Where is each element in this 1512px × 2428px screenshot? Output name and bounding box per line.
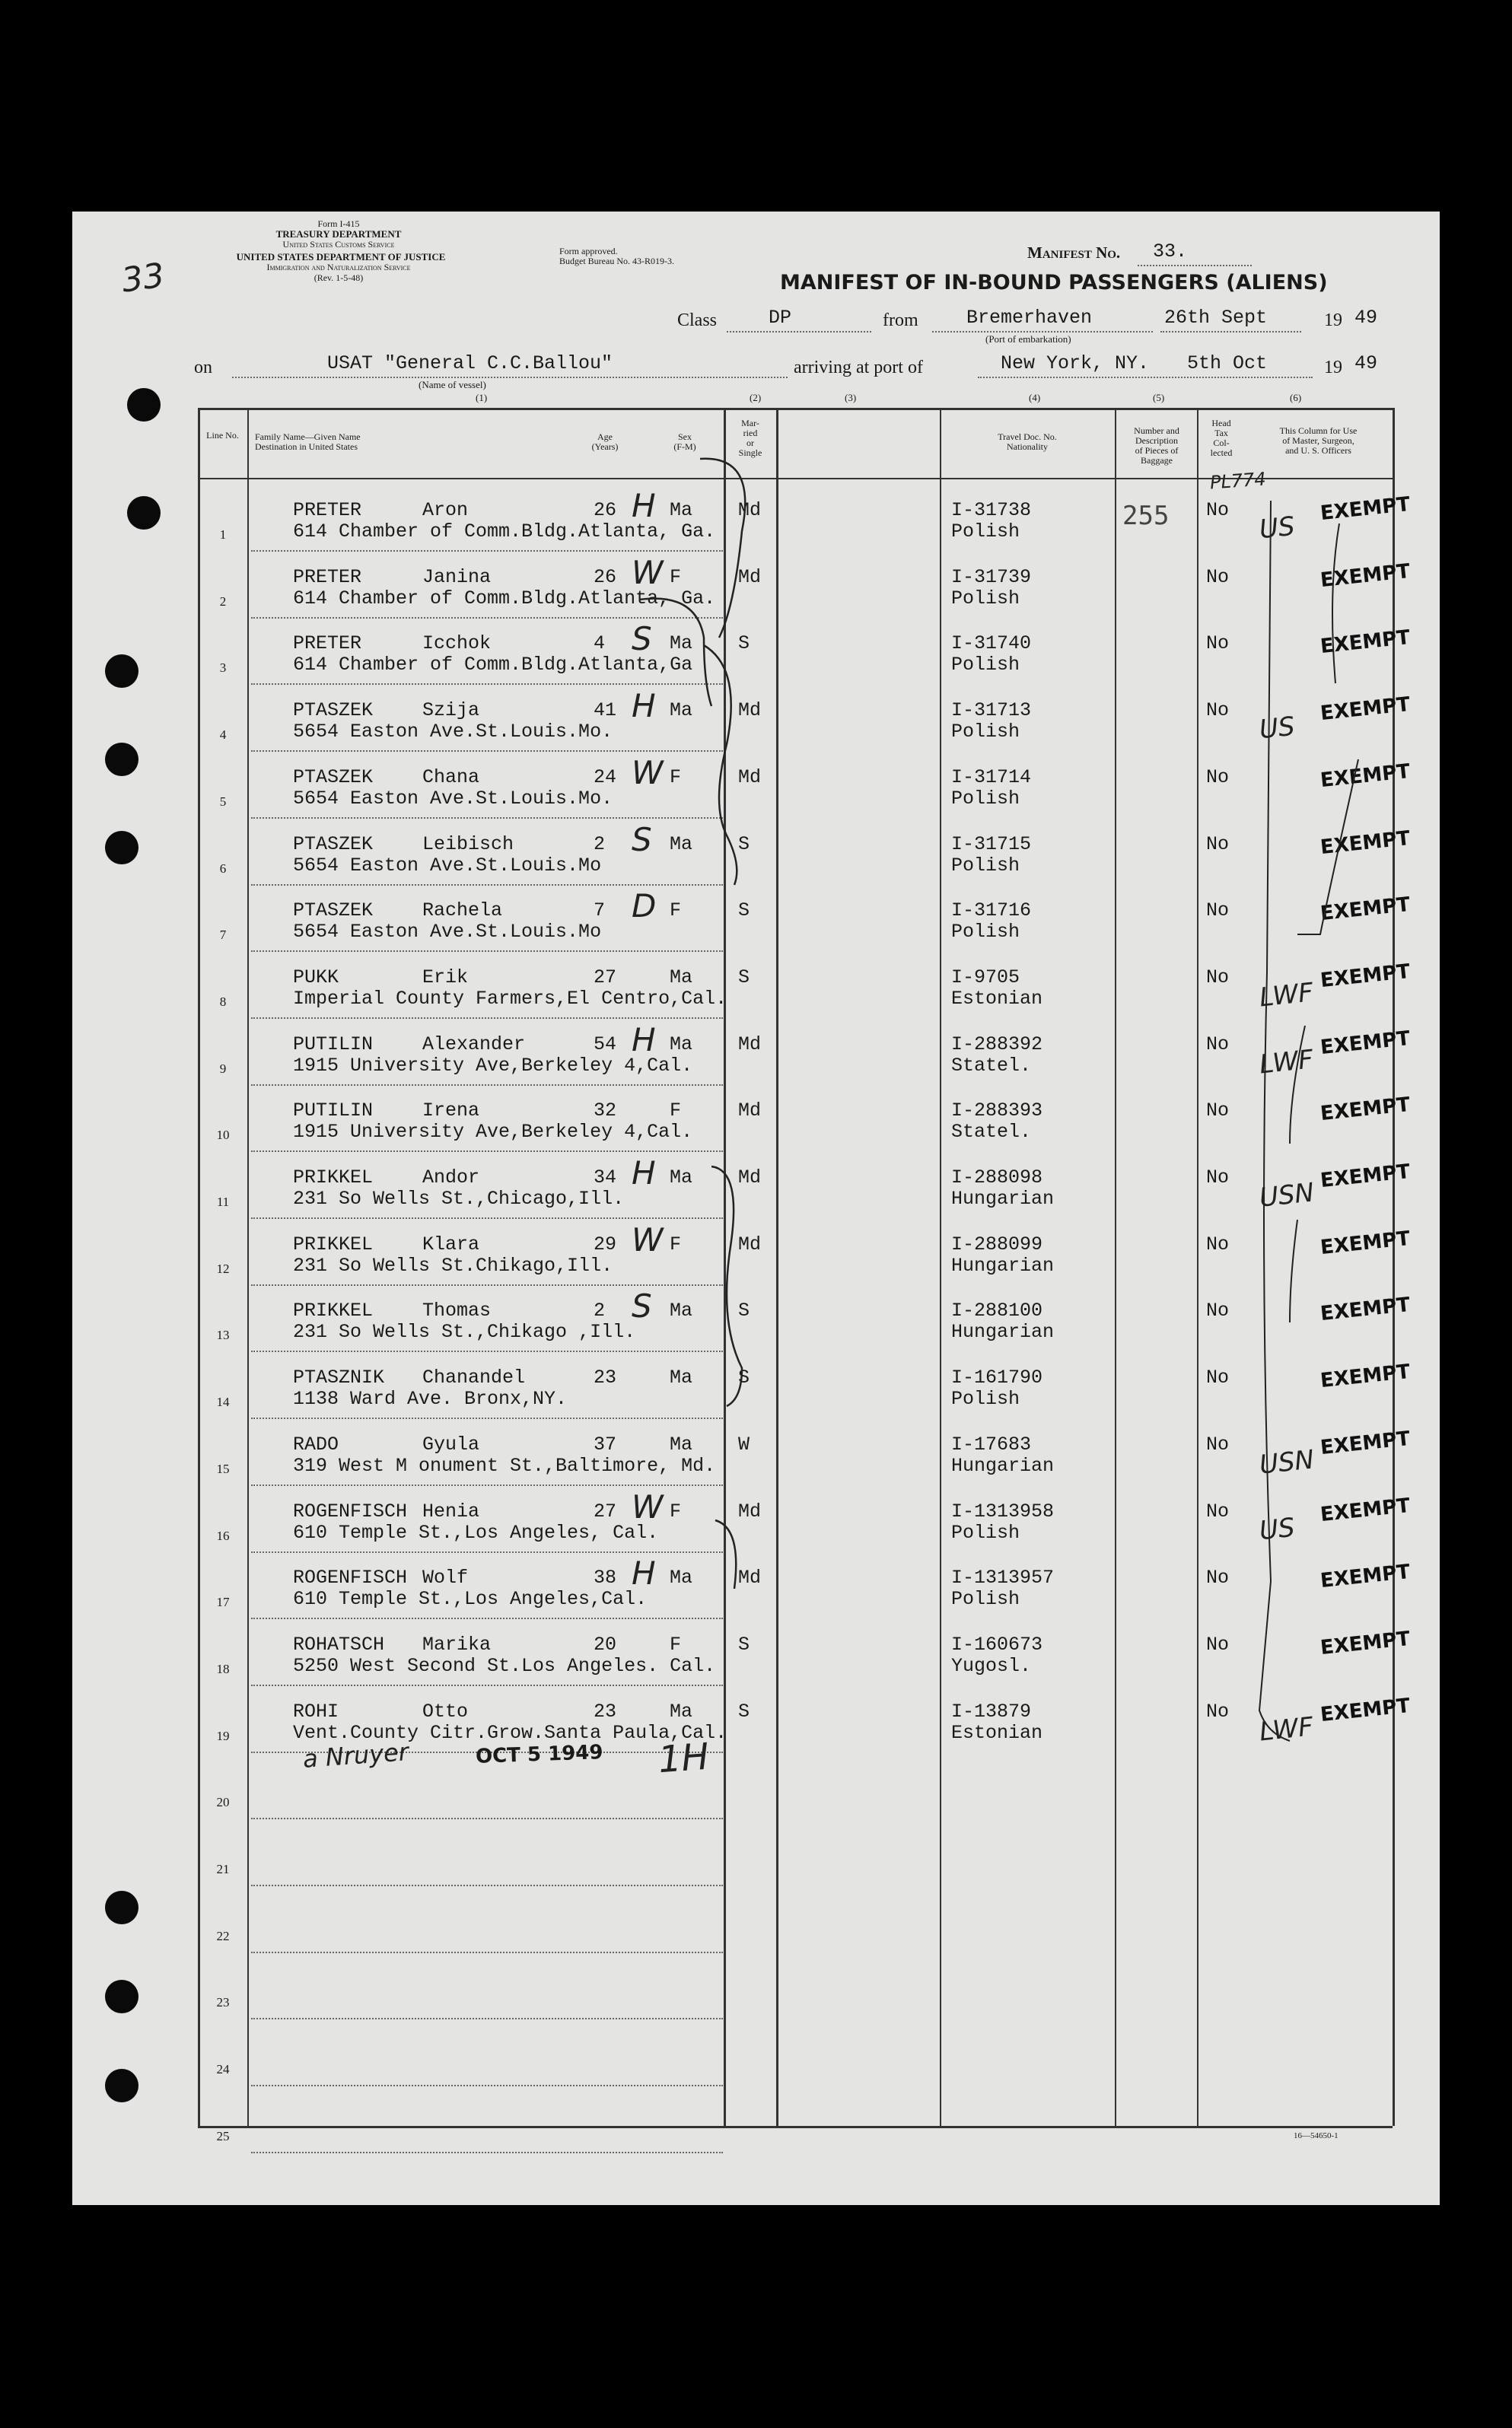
embark-year-prefix: 19 <box>1324 310 1342 330</box>
travel-doc-no: I-31713 <box>951 699 1032 722</box>
line-number: 21 <box>216 1862 230 1876</box>
binder-hole <box>105 743 138 776</box>
line-number: 13 <box>216 1328 230 1343</box>
exempt-stamp: EXEMPT <box>1319 759 1412 792</box>
head-tax: No <box>1206 565 1230 588</box>
marital-status: Md <box>738 499 762 521</box>
exempt-stamp: EXEMPT <box>1319 1561 1412 1593</box>
sex: Ma <box>670 1367 693 1389</box>
given-name: Otto <box>422 1700 469 1723</box>
nationality: Hungarian <box>951 1254 1055 1277</box>
treasury-dept: TREASURY DEPARTMENT <box>275 228 402 240</box>
head-tax: No <box>1206 1033 1230 1055</box>
handwritten-mark: S <box>632 620 652 658</box>
destination: 1138 Ward Ave. Bronx,NY. <box>293 1388 568 1411</box>
exempt-stamp: EXEMPT <box>1319 559 1412 592</box>
sex: Ma <box>670 966 693 988</box>
destination: 614 Chamber of Comm.Bldg.Atlanta, Ga. <box>293 587 716 609</box>
nationality: Polish <box>951 1521 1020 1544</box>
ins-label: Immigration and Naturalization Service <box>266 262 411 272</box>
col-married: Mar- ried or Single <box>738 418 762 458</box>
nationality: Polish <box>951 587 1020 609</box>
marital-status: W <box>738 1433 750 1456</box>
footer-code: 16—54650-1 <box>1294 2131 1339 2140</box>
sex: Ma <box>670 1567 693 1589</box>
sex: Ma <box>670 499 693 521</box>
marital-status: Md <box>738 1033 762 1055</box>
marital-status: Md <box>738 1567 762 1589</box>
head-tax: No <box>1206 1433 1230 1456</box>
col-officers: This Column for Use of Master, Surgeon, and U. S. Officers <box>1279 425 1358 456</box>
destination: 610 Temple St.,Los Angeles, Cal. <box>293 1521 659 1544</box>
age: 54 <box>594 1033 617 1055</box>
travel-doc-no: I-161790 <box>951 1367 1043 1389</box>
sex: F <box>670 1233 682 1255</box>
travel-doc-no: I-31715 <box>951 832 1032 855</box>
marital-status: Md <box>738 565 762 588</box>
given-name: Gyula <box>422 1433 480 1456</box>
nationality: Polish <box>951 520 1020 543</box>
binder-hole <box>105 1980 138 2013</box>
nationality: Polish <box>951 854 1020 877</box>
nationality: Hungarian <box>951 1188 1055 1210</box>
exempt-stamp: EXEMPT <box>1319 1093 1412 1126</box>
sex: Ma <box>670 632 693 655</box>
nationality: Estonian <box>951 1721 1043 1744</box>
given-name: Erik <box>422 966 469 988</box>
arrival-date: 5th Oct <box>1187 352 1268 374</box>
budget-bureau: Budget Bureau No. 43-R019-3. <box>559 256 674 266</box>
head-tax: No <box>1206 1567 1230 1589</box>
embark-note: (Port of embarkation) <box>985 333 1071 345</box>
exempt-stamp: EXEMPT <box>1319 1427 1412 1459</box>
from-label: from <box>883 310 918 330</box>
date-stamp: OCT 5 1949 <box>475 1741 603 1768</box>
travel-doc-no: I-9705 <box>951 966 1020 988</box>
nationality: Polish <box>951 1388 1020 1411</box>
age: 26 <box>594 499 617 521</box>
destination: 1915 University Ave,Berkeley 4,Cal. <box>293 1054 693 1077</box>
officer-note: US <box>1258 1512 1297 1546</box>
marital-status: S <box>738 1700 750 1723</box>
column-number-3: (3) <box>845 392 857 403</box>
exempt-stamp: EXEMPT <box>1319 959 1412 992</box>
family-name: ROGENFISCH <box>293 1500 408 1523</box>
class-label: Class <box>677 310 718 330</box>
nationality: Polish <box>951 654 1020 676</box>
head-tax: No <box>1206 1367 1230 1389</box>
marital-status: Md <box>738 1099 762 1122</box>
family-name: PRETER <box>293 499 362 521</box>
col-name-destination: Family Name—Given Name Destination in United States <box>255 431 361 452</box>
sex: F <box>670 565 682 588</box>
nationality: Polish <box>951 787 1020 810</box>
exempt-stamp: EXEMPT <box>1319 1494 1412 1526</box>
exempt-stamp: EXEMPT <box>1319 1160 1412 1193</box>
destination: 5654 Easton Ave.St.Louis.Mo. <box>293 721 613 743</box>
handwritten-mark: H <box>632 1020 656 1058</box>
given-name: Irena <box>422 1099 480 1122</box>
family-name: PRIKKEL <box>293 1166 374 1189</box>
travel-doc-no: I-288393 <box>951 1099 1043 1122</box>
line-number: 5 <box>219 794 227 809</box>
arrival-port: New York, NY. <box>1001 352 1150 374</box>
marital-status: Md <box>738 699 762 722</box>
head-tax: No <box>1206 699 1230 722</box>
family-name: ROHI <box>293 1700 339 1723</box>
age: 2 <box>594 1300 606 1322</box>
col-baggage: Number and Description of Pieces of Baggage <box>1134 425 1179 466</box>
col-head-tax: Head Tax Col- lected <box>1210 418 1233 458</box>
sex: F <box>670 765 682 788</box>
exempt-stamp: EXEMPT <box>1319 1227 1412 1259</box>
marital-status: S <box>738 899 750 922</box>
handwritten-mark: H <box>632 1154 656 1192</box>
nationality: Estonian <box>951 987 1043 1010</box>
family-name: PRIKKEL <box>293 1233 374 1255</box>
binder-hole <box>127 496 161 530</box>
line-number: 18 <box>216 1661 230 1676</box>
family-name: PRETER <box>293 632 362 655</box>
travel-doc-no: I-31714 <box>951 765 1032 788</box>
head-tax: No <box>1206 499 1230 521</box>
destination: 319 West M onument St.,Baltimore, Md. <box>293 1454 716 1477</box>
manifest-page <box>72 212 1440 2205</box>
family-name: PRETER <box>293 565 362 588</box>
embark-year: 49 <box>1354 307 1378 329</box>
head-tax: No <box>1206 765 1230 788</box>
age: 20 <box>594 1633 617 1656</box>
sex: Ma <box>670 1300 693 1322</box>
family-name: PUTILIN <box>293 1099 374 1122</box>
embarkation-port: Bremerhaven <box>966 307 1093 329</box>
nationality: Statel. <box>951 1121 1032 1144</box>
sex: F <box>670 1099 682 1122</box>
line-number: 6 <box>219 861 227 876</box>
binder-hole <box>105 654 138 688</box>
customs-service: United States Customs Service <box>282 239 395 250</box>
officer-note: USN <box>1258 1444 1316 1481</box>
binder-hole <box>127 388 161 422</box>
sex: Ma <box>670 1700 693 1723</box>
age: 27 <box>594 966 617 988</box>
line-number: 22 <box>216 1928 230 1943</box>
given-name: Henia <box>422 1500 480 1523</box>
nationality: Polish <box>951 921 1020 944</box>
given-name: Wolf <box>422 1567 469 1589</box>
embark-date: 26th Sept <box>1164 307 1268 329</box>
line-number: 7 <box>219 928 227 943</box>
age: 4 <box>594 632 606 655</box>
handwritten-mark: W <box>632 753 664 791</box>
exempt-stamp: EXEMPT <box>1319 1694 1412 1726</box>
age: 41 <box>594 699 617 722</box>
travel-doc-no: I-288100 <box>951 1300 1043 1322</box>
signature: a Nruyer <box>301 1737 410 1774</box>
nationality: Polish <box>951 1588 1020 1611</box>
line-number: 10 <box>216 1128 230 1143</box>
handwritten-mark: D <box>632 887 657 925</box>
exempt-stamp: EXEMPT <box>1319 626 1412 659</box>
manifest-label: Manifest No. <box>1027 243 1121 262</box>
sex: Ma <box>670 832 693 855</box>
marital-status: S <box>738 1300 750 1322</box>
family-name: ROHATSCH <box>293 1633 385 1656</box>
given-name: Janina <box>422 565 492 588</box>
family-name: PTASZEK <box>293 832 374 855</box>
destination: Vent.County Citr.Grow.Santa Paula,Cal. <box>293 1721 727 1744</box>
col-sex: Sex (F-M) <box>673 431 696 452</box>
manifest-number: 33. <box>1153 240 1188 263</box>
arrival-year-prefix: 19 <box>1324 358 1342 377</box>
line-number: 16 <box>216 1528 230 1543</box>
marital-status: S <box>738 832 750 855</box>
col-age: Age (Years) <box>591 431 619 452</box>
handwritten-mark: H <box>632 487 656 524</box>
handwritten-mark: H <box>632 1554 656 1593</box>
exempt-stamp: EXEMPT <box>1319 1627 1412 1660</box>
travel-doc-no: I-31716 <box>951 899 1032 922</box>
travel-doc-no: I-1313957 <box>951 1567 1055 1589</box>
column-number-4: (4) <box>1029 392 1041 403</box>
sex: Ma <box>670 1033 693 1055</box>
column-number-5: (5) <box>1153 392 1165 403</box>
head-tax: No <box>1206 1300 1230 1322</box>
destination: 5654 Easton Ave.St.Louis.Mo <box>293 921 602 944</box>
head-tax: No <box>1206 632 1230 655</box>
line-number: 3 <box>219 660 227 676</box>
travel-doc-no: I-160673 <box>951 1633 1043 1656</box>
tally-mark: 1H <box>657 1735 711 1782</box>
nationality: Yugosl. <box>951 1654 1032 1677</box>
age: 7 <box>594 899 606 922</box>
given-name: Chanandel <box>422 1367 526 1389</box>
age: 34 <box>594 1166 617 1189</box>
sex: Ma <box>670 699 693 722</box>
line-number: 23 <box>216 1995 230 2010</box>
family-name: PTASZEK <box>293 899 374 922</box>
head-tax: No <box>1206 832 1230 855</box>
binder-hole <box>105 1891 138 1924</box>
handwritten-mark: S <box>632 820 652 858</box>
travel-doc-no: I-288392 <box>951 1033 1043 1055</box>
line-number: 1 <box>219 527 227 542</box>
travel-doc-no: I-31740 <box>951 632 1032 655</box>
officer-note: USN <box>1258 1177 1316 1214</box>
destination: 231 So Wells St.,Chicago,Ill. <box>293 1188 625 1210</box>
age: 2 <box>594 832 606 855</box>
marital-status: Md <box>738 1166 762 1189</box>
given-name: Icchok <box>422 632 492 655</box>
justice-dept: UNITED STATES DEPARTMENT OF JUSTICE <box>236 251 446 263</box>
vessel-name: USAT "General C.C.Ballou" <box>327 352 613 374</box>
family-name: PUKK <box>293 966 339 988</box>
line-number: 14 <box>216 1395 230 1410</box>
age: 37 <box>594 1433 617 1456</box>
given-name: Marika <box>422 1633 492 1656</box>
given-name: Chana <box>422 765 480 788</box>
head-tax: No <box>1206 899 1230 922</box>
family-name: RADO <box>293 1433 339 1456</box>
age: 23 <box>594 1700 617 1723</box>
binder-hole <box>105 2069 138 2102</box>
handwriting-strokes <box>72 212 1440 2205</box>
form-number: Form I-415 <box>317 218 360 229</box>
sex: F <box>670 1633 682 1656</box>
officer-note: LWF <box>1258 1044 1315 1080</box>
family-name: PUTILIN <box>293 1033 374 1055</box>
baggage-count: 255 <box>1122 501 1170 531</box>
exempt-stamp: EXEMPT <box>1319 1360 1412 1393</box>
destination: 5250 West Second St.Los Angeles. Cal. <box>293 1654 716 1677</box>
binder-hole <box>105 831 138 864</box>
marital-status: S <box>738 1633 750 1656</box>
marital-status: Md <box>738 1233 762 1255</box>
revision: (Rev. 1-5-48) <box>314 272 364 283</box>
manifest-title: MANIFEST OF IN-BOUND PASSENGERS (ALIENS) <box>780 271 1328 294</box>
sex: F <box>670 1500 682 1523</box>
column-number-2: (2) <box>750 392 762 403</box>
travel-doc-no: I-13879 <box>951 1700 1032 1723</box>
tax-note: PL774 <box>1209 468 1267 494</box>
line-number: 12 <box>216 1261 230 1276</box>
handwritten-mark: H <box>632 687 656 725</box>
travel-doc-no: I-31739 <box>951 565 1032 588</box>
nationality: Hungarian <box>951 1321 1055 1344</box>
head-tax: No <box>1206 1700 1230 1723</box>
officer-note: LWF <box>1258 977 1315 1014</box>
given-name: Aron <box>422 499 469 521</box>
head-tax: No <box>1206 966 1230 988</box>
nationality: Hungarian <box>951 1454 1055 1477</box>
family-name: PTASZNIK <box>293 1367 385 1389</box>
destination: 5654 Easton Ave.St.Louis.Mo <box>293 854 602 877</box>
vessel-note: (Name of vessel) <box>419 379 486 390</box>
exempt-stamp: EXEMPT <box>1319 893 1412 926</box>
handwritten-mark: W <box>632 1488 664 1526</box>
given-name: Rachela <box>422 899 503 922</box>
travel-doc-no: I-1313958 <box>951 1500 1055 1523</box>
column-number-1: (1) <box>476 392 488 403</box>
family-name: ROGENFISCH <box>293 1567 408 1589</box>
exempt-stamp: EXEMPT <box>1319 826 1412 859</box>
age: 24 <box>594 765 617 788</box>
line-number: 20 <box>216 1795 230 1810</box>
given-name: Szija <box>422 699 480 722</box>
family-name: PTASZEK <box>293 699 374 722</box>
head-tax: No <box>1206 1633 1230 1656</box>
destination: 614 Chamber of Comm.Bldg.Atlanta, Ga. <box>293 520 716 543</box>
travel-doc-no: I-31738 <box>951 499 1032 521</box>
handwritten-mark: W <box>632 1220 664 1259</box>
destination: 1915 University Ave,Berkeley 4,Cal. <box>293 1121 693 1144</box>
age: 38 <box>594 1567 617 1589</box>
destination: 5654 Easton Ave.St.Louis.Mo. <box>293 787 613 810</box>
form-approved: Form approved. <box>559 246 618 256</box>
exempt-stamp: EXEMPT <box>1319 692 1412 726</box>
line-number: 11 <box>216 1195 230 1209</box>
head-tax: No <box>1206 1099 1230 1122</box>
travel-doc-no: I-288099 <box>951 1233 1043 1255</box>
marital-status: S <box>738 966 750 988</box>
age: 29 <box>594 1233 617 1255</box>
on-label: on <box>194 358 212 377</box>
travel-doc-no: I-288098 <box>951 1166 1043 1189</box>
line-number: 2 <box>219 593 227 609</box>
destination: 231 So Wells St.Chikago,Ill. <box>293 1254 613 1277</box>
destination: 610 Temple St.,Los Angeles,Cal. <box>293 1588 648 1611</box>
age: 23 <box>594 1367 617 1389</box>
destination: 231 So Wells St.,Chikago ,Ill. <box>293 1321 636 1344</box>
line-number: 19 <box>216 1728 230 1743</box>
officer-note: LWF <box>1258 1711 1315 1748</box>
destination: Imperial County Farmers,El Centro,Cal. <box>293 987 727 1010</box>
line-number: 4 <box>219 727 227 743</box>
age: 27 <box>594 1500 617 1523</box>
exempt-stamp: EXEMPT <box>1319 492 1412 526</box>
handwritten-mark: S <box>632 1287 652 1325</box>
family-name: PRIKKEL <box>293 1300 374 1322</box>
line-number: 15 <box>216 1461 230 1476</box>
given-name: Thomas <box>422 1300 492 1322</box>
head-tax: No <box>1206 1233 1230 1255</box>
sex: Ma <box>670 1433 693 1456</box>
column-number-6: (6) <box>1290 392 1302 403</box>
head-tax: No <box>1206 1166 1230 1189</box>
head-tax: No <box>1206 1500 1230 1523</box>
line-number: 24 <box>216 2062 230 2077</box>
family-name: PTASZEK <box>293 765 374 788</box>
line-number: 8 <box>219 994 227 1009</box>
given-name: Klara <box>422 1233 480 1255</box>
nationality: Polish <box>951 721 1020 743</box>
officer-note: US <box>1258 511 1297 546</box>
col-line-no: Line No. <box>206 430 239 441</box>
nationality: Statel. <box>951 1054 1032 1077</box>
age: 32 <box>594 1099 617 1122</box>
exempt-stamp: EXEMPT <box>1319 1294 1412 1326</box>
marital-status: S <box>738 1367 750 1389</box>
line-number: 9 <box>219 1061 227 1076</box>
given-name: Alexander <box>422 1033 526 1055</box>
corner-handwritten-number: 33 <box>119 256 167 301</box>
line-number: 17 <box>216 1595 230 1610</box>
col-travel-doc: Travel Doc. No. Nationality <box>998 431 1057 452</box>
given-name: Leibisch <box>422 832 514 855</box>
sex: F <box>670 899 682 922</box>
destination: 614 Chamber of Comm.Bldg.Atlanta,Ga <box>293 654 693 676</box>
arriving-label: arriving at port of <box>794 358 923 377</box>
handwritten-mark: W <box>632 553 664 591</box>
marital-status: Md <box>738 1500 762 1523</box>
class-value: DP <box>769 307 792 329</box>
exempt-stamp: EXEMPT <box>1319 1026 1412 1059</box>
line-number: 25 <box>216 2128 230 2143</box>
marital-status: Md <box>738 765 762 788</box>
arrival-year: 49 <box>1354 352 1378 374</box>
age: 26 <box>594 565 617 588</box>
given-name: Andor <box>422 1166 480 1189</box>
officer-note: US <box>1258 711 1297 746</box>
marital-status: S <box>738 632 750 655</box>
sex: Ma <box>670 1166 693 1189</box>
travel-doc-no: I-17683 <box>951 1433 1032 1456</box>
